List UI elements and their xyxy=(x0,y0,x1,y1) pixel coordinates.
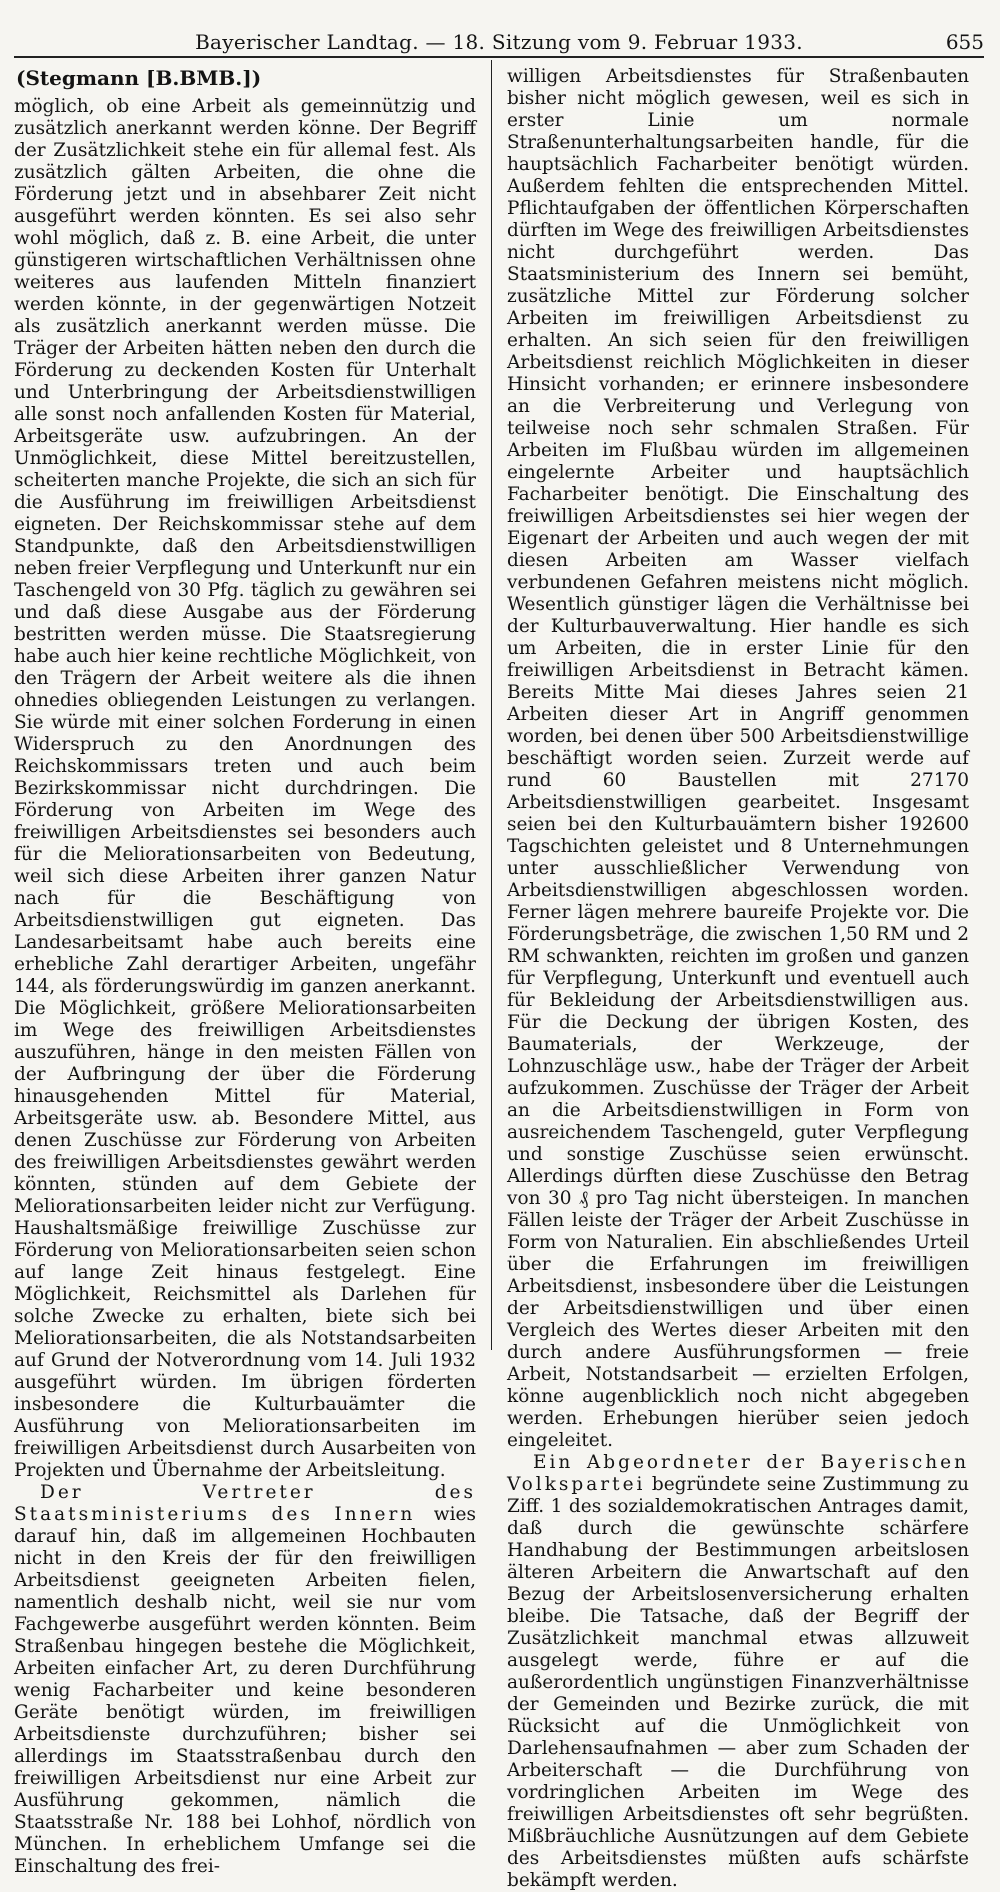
page-header xyxy=(14,24,984,58)
speaker-lead: Der Vertreter des Staatsministeriums des Innern xyxy=(14,1482,476,1525)
speaker-lead: Ein Abgeordneter der Bayerischen Volkspartei xyxy=(507,1452,969,1495)
speaker-tag: (Stegmann [B.BMB.]) xyxy=(16,66,262,90)
left-column xyxy=(14,66,476,1878)
paragraph: möglich, ob eine Arbeit als gemeinnützig und zusätzlich anerkannt werden könne. Der Begriff der Zusätzlichkeit stehe ein für allemal fest. Als zusätzlich gälten Arbeiten, die ohne die Förderung jetzt und in absehbarer Zeit nicht ausgeführt werden könnten. Es sei also sehr wohl möglich, daß z. B. eine Arbeit, die unter günstigeren wirtschaftlichen Verhältnissen ohne weiteres aus laufenden Mitteln finanziert werden könnte, in der gegenwärtigen Notzeit als zusätzlich anerkannt werden müsse. Die Träger der Arbeiten hätten neben den durch die Förderung zu deckenden Kosten für Unterhalt und Unterbringung der Arbeitsdienstwilligen alle sonst noch anfallenden Kosten für Material, Arbeitsgeräte usw. aufzubringen. An der Unmöglichkeit, diese Mittel bereitzustellen, scheiterten manche Projekte, die sich an sich für die Ausführung im freiwilligen Arbeitsdienst eigneten. Der Reichskommissar stehe auf dem Standpunkte, daß den Arbeitsdienstwilligen neben freier Verpflegung und Unterkunft nur ein Taschengeld von 30 Pfg. täglich zu gewähren sei und daß diese Ausgabe aus der Förderung bestritten werden müsse. Die Staatsregierung habe auch hier keine rechtliche Möglichkeit, von den Trägern der Arbeit weitere als die ihnen ohnedies obliegenden Leistungen zu verlangen. Sie würde mit einer solchen Forderung in einen Widerspruch zu den Anordnungen des Reichskommissars treten und auch beim Bezirkskommissar nicht durchdringen. Die Förderung von Arbeiten im Wege des freiwilligen Arbeitsdienstes sei besonders auch für die Meliorationsarbeiten von Bedeutung, weil sich diese Arbeiten ihrer ganzen Natur nach für die Beschäftigung von Arbeitsdienstwilligen gut eigneten. Das Landesarbeitsamt habe auch bereits eine erhebliche Zahl derartiger Arbeiten, ungefähr 144, als förderungswürdig im ganzen anerkannt. Die Möglichkeit, größere Meliorationsarbeiten im Wege des freiwilligen Arbeitsdienstes auszuführen, hänge in den meisten Fällen von der Aufbringung der über die Förderung hinausgehenden Mittel für Material, Arbeitsgeräte usw. ab. Besondere Mittel, aus denen Zuschüsse zur Förderung von Arbeiten des freiwilligen Arbeitsdienstes gewährt werden könnten, stünden auf dem Gebiete der Meliorationsarbeiten leider nicht zur Verfügung. Haushaltsmäßige freiwillige Zuschüsse zur Förderung von Meliorationsarbeiten seien schon auf lange Zeit hinaus festgelegt. Eine Möglichkeit, Reichsmittel als Darlehen für solche Zwecke zu erhalten, biete sich bei Meliorationsarbeiten, die als Notstandsarbeiten auf Grund der Notverordnung vom 14. Juli 1932 ausgeführt würden. Im übrigen förderten insbesondere die Kulturbauämter die Ausführung von Meliorationsarbeiten im freiwilligen Arbeitsdienst durch Ausarbeiten von Projekten und Übernahme der Arbeitsleitung. xyxy=(14,96,476,1481)
paragraph xyxy=(14,1482,476,1878)
page-number: 655 xyxy=(945,30,984,54)
paragraph: willigen Arbeitsdienstes für Straßenbauten bisher nicht möglich gewesen, weil es sich in erster Linie um normale Straßenunterhaltungsarbeiten handle, für die hauptsächlich Facharbeiter benötigt würden. Außerdem fehlten die entsprechenden Mittel. Pflichtaufgaben der öffentlichen Körperschaften dürften im Wege des freiwilligen Arbeitsdienstes nicht durchgeführt werden. Das Staatsministerium des Innern sei bemüht, zusätzliche Mittel zur Förderung solcher Arbeiten im freiwilligen Arbeitsdienst zu erhalten. An sich seien für den freiwilligen Arbeitsdienst reichlich Möglichkeiten in dieser Hinsicht vorhanden; er erinnere insbesondere an die Verbreiterung und Verlegung von teilweise noch sehr schmalen Straßen. Für Arbeiten im Flußbau würden im allgemeinen eingelernte Arbeiter und hauptsächlich Facharbeiter benötigt. Die Einschaltung des freiwilligen Arbeitsdienstes sei hier wegen der Eigenart der Arbeiten und auch wegen der mit diesen Arbeiten am Wasser vielfach verbundenen Gefahren meistens nicht möglich. Wesentlich günstiger lägen die Verhältnisse bei der Kulturbauverwaltung. Hier handle es sich um Arbeiten, die in erster Linie für den freiwilligen Arbeitsdienst in Betracht kämen. Bereits Mitte Mai dieses Jahres seien 21 Arbeiten dieser Art in Angriff genommen worden, bei denen über 500 Arbeitsdienstwillige beschäftigt worden seien. Zurzeit werde auf rund 60 Baustellen mit 27170 Arbeitsdienstwilligen gearbeitet. Insgesamt seien bei den Kulturbauämtern bisher 192600 Tagschichten geleistet und 8 Unternehmungen unter ausschließlicher Verwendung von Arbeitsdienstwilligen abgeschlossen worden. Ferner lägen mehrere baureife Projekte vor. Die Förderungsbeträge, die zwischen 1,50 RM und 2 RM schwankten, reichten im großen und ganzen für Verpflegung, Unterkunft und eventuell auch für Bekleidung der Arbeitsdienstwilligen aus. Für die Deckung der übrigen Kosten, des Baumaterials, der Werkzeuge, der Lohnzuschläge usw., habe der Träger der Arbeit aufzukommen. Zuschüsse der Träger der Arbeit an die Arbeitsdienstwilligen in Form von ausreichendem Taschengeld, guter Verpflegung und sonstige Zuschüsse seien erwünscht. Allerdings dürften diese Zuschüsse den Betrag von 30 ₰ pro Tag nicht übersteigen. In manchen Fällen leiste der Träger der Arbeit Zuschüsse in Form von Naturalien. Ein abschließendes Urteil über die Erfahrungen im freiwilligen Arbeitsdienst, insbesondere über die Leistungen der Arbeitsdienstwilligen und über einen Vergleich des Wertes dieser Arbeiten mit den durch andere Ausführungsformen — freie Arbeit, Notstandsarbeit — erzielten Erfolgen, könne augenblicklich noch nicht abgegeben werden. Erhebungen hierüber seien jedoch eingeleitet. xyxy=(507,66,969,1451)
running-title: Bayerischer Landtag. — 18. Sitzung vom 9. Februar 1933. xyxy=(195,30,803,54)
paragraph-text: wies darauf hin, daß im allgemeinen Hochbauten nicht in den Kreis der für den freiwilligen Arbeitsdienst geeigneten Arbeiten fielen, namentlich deshalb nicht, weil sie nur vom Fachgewerbe ausgeführt werden könnten. Beim Straßenbau hingegen bestehe die Möglichkeit, Arbeiten einfacher Art, zu deren Durchführung wenig Facharbeiter und keine besonderen Geräte benötigt würden, im freiwilligen Arbeitsdienste durchzuführen; bisher sei allerdings im Staatsstraßenbau durch den freiwilligen Arbeitsdienst nur eine Arbeit zur Ausführung gekommen, nämlich die Staatsstraße Nr. 188 bei Lohhof, nördlich von München. In erheblichem Umfange sei die Einschaltung des frei- xyxy=(14,1504,476,1877)
paragraph xyxy=(507,1452,969,1892)
paragraph-text: begründete seine Zustimmung zu Ziff. 1 des sozialdemokratischen Antrages damit, daß durch die gewünschte schärfere Handhabung der Bestimmungen arbeitslosen älteren Arbeitern die Anwartschaft auf den Bezug der Arbeitslosenversicherung erhalten bleibe. Die Tatsache, daß der Begriff der Zusätzlichkeit manchmal etwas allzuweit ausgelegt werde, führe er auf die außerordentlich ungünstigen Finanzverhältnisse der Gemeinden und Bezirke zurück, die mit Rücksicht auf die Unmöglichkeit von Darlehensaufnahmen — aber zum Schaden der Arbeiterschaft — die Durchführung von vordringlichen Arbeiten im Wege des freiwilligen Arbeitsdienstes oft sehr begrüßten. Mißbräuchliche Ausnützungen auf dem Gebiete des Arbeitsdienstes müßten aufs schärfste bekämpft werden. xyxy=(507,1474,969,1891)
right-column xyxy=(507,66,969,1892)
column-divider xyxy=(491,60,492,1350)
